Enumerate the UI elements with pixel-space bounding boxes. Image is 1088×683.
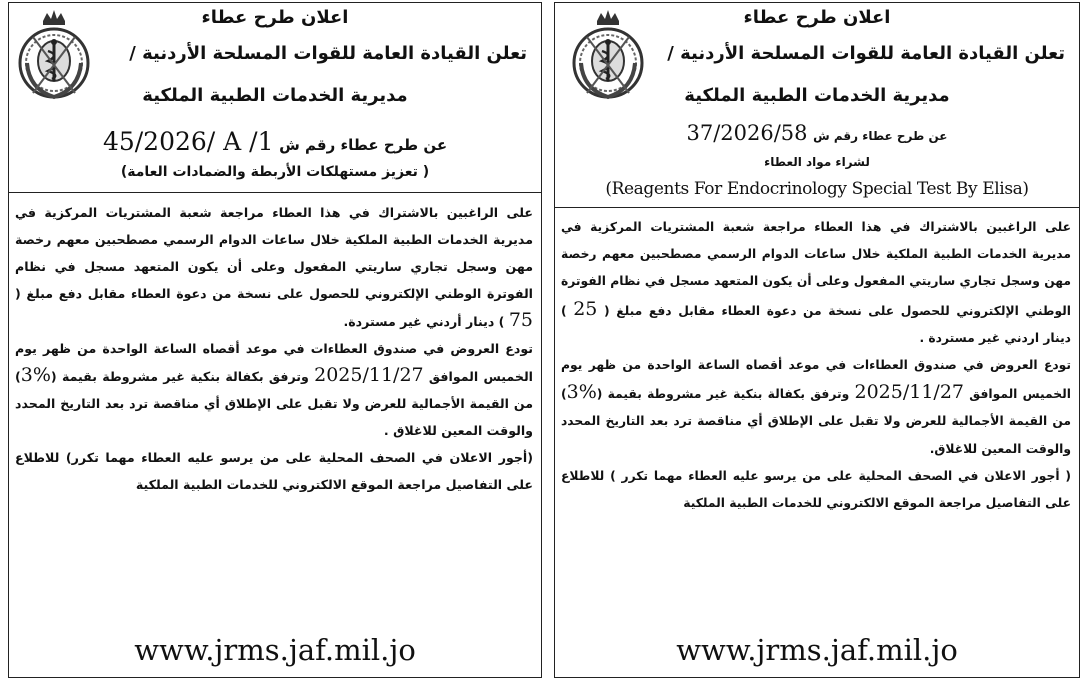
tender-number: 45/2026/ A /1 <box>102 127 274 156</box>
para2-text-c: ) من القيمة الأجمالية للعرض ولا تقبل على الإطلاق أي مناقصة ترد بعد التاريخ المحدد والوقت المعين للاغلاق. <box>561 387 1071 456</box>
para2-text-b: وترفق بكفالة بنكية غير مشروطة بقيمة ( <box>596 387 850 402</box>
para1-end-text: ) دينار اردني غير مستردة . <box>561 303 1071 345</box>
website-link[interactable]: www.jrms.jaf.mil.jo <box>134 633 416 667</box>
org-line-2: مديرية الخدمات الطبية الملكية <box>142 85 408 106</box>
website-link[interactable]: www.jrms.jaf.mil.jo <box>676 633 958 667</box>
tender-number: 37/2026/58 <box>686 121 808 145</box>
ad-title: اعلان طرح عطاء <box>201 7 349 28</box>
paragraph-3: ( أجور الاعلان في الصحف المحلية على من يرسو عليه العطاء مهما تكرر ) للاطلاع على التفاصيل مراجعة الموقع الالكتروني للخدمات الطبية الملكية <box>561 468 1071 511</box>
fee-amount: 25 <box>573 297 598 320</box>
paragraph-3: (أجور الاعلان في الصحف المحلية على من يرسو عليه العطاء مهما تكرر) للاطلاع على التفاصيل مراجعة الموقع الالكتروني للخدمات الطبية الملكية <box>15 450 533 492</box>
ad-header <box>9 3 541 123</box>
para2-text-a: تودع العروض في صندوق العطاءات في موعد أقصاه الساعة الواحدة من ظهر يوم الخميس الموافق <box>561 358 1071 402</box>
tender-subject: ( تعزيز مستهلكات الأربطة والضمادات العامة) <box>120 164 430 180</box>
ad-body <box>9 199 541 498</box>
fee-amount: 75 <box>508 309 533 331</box>
tender-ad-right <box>554 2 1080 678</box>
para1-text: على الراغبين بالاشتراك في هذا العطاء مراجعة شعبة المشتريات المركزية في مديرية الخدمات الطبية الملكية خلال ساعات الدوام الرسمي مصطحبين معهم رخصة مهن وسجل تجاري ساريتي المفعول وعلى أن يكون المتعهد مسجل في نظام الفوترة الوطني الإلكتروني للحصول على نسخة من دعوة العطاء مقابل دفع مبلغ ( <box>561 220 1072 318</box>
guarantee-percent: 3% <box>566 381 597 404</box>
paragraph-1 <box>561 214 1071 352</box>
divider <box>9 192 541 193</box>
ad-title: اعلان طرح عطاء <box>743 7 891 28</box>
ad-body <box>555 214 1079 517</box>
ad-header <box>555 3 1079 123</box>
closing-date: 2025/11/27 <box>854 381 965 404</box>
para1-text: على الراغبين بالاشتراك في هذا العطاء مراجعة شعبة المشتريات المركزية في مديرية الخدمات الطبية الملكية خلال ساعات الدوام الرسمي مصطحبين معهم رخصة مهن وسجل تجاري ساريتي المفعول وعلى أن يكون المتعهد مسجل في نظام الفوترة الوطني الإلكتروني للحصول على نسخة من دعوة العطاء مقابل دفع مبلغ ( <box>15 205 533 301</box>
tender-label: عن طرح عطاء رقم ش <box>813 129 948 143</box>
tender-label: عن طرح عطاء رقم ش <box>279 136 448 154</box>
para2-text-c: ) من القيمة الأجمالية للعرض ولا تقبل على الإطلاق أي مناقصة ترد بعد التاريخ المحدد والوقت المعين للاغلاق . <box>15 369 533 438</box>
divider <box>555 207 1079 208</box>
para1-end-text: ) دينار أردني غير مستردة. <box>343 314 505 329</box>
para2-text-a: تودع العروض في صندوق العطاءات في موعد أقصاه الساعة الواحدة من ظهر يوم الخميس الموافق <box>15 341 533 384</box>
closing-date: 2025/11/27 <box>314 364 424 386</box>
org-line-1: تعلن القيادة العامة للقوات المسلحة الأردنية / <box>129 43 527 64</box>
para2-text-b: وترفق بكفالة بنكية غير مشروطة بقيمة ( <box>50 369 309 384</box>
tender-number-line <box>9 127 541 156</box>
purchase-line: لشراء مواد العطاء <box>764 155 870 169</box>
tender-number-line <box>555 121 1079 145</box>
paragraph-2 <box>15 335 533 444</box>
paragraph-2 <box>561 352 1071 463</box>
paragraph-1 <box>15 199 533 335</box>
org-line-2: مديرية الخدمات الطبية الملكية <box>684 85 950 106</box>
tender-subject-english: (Reagents For Endocrinology Special Test By Elisa) <box>605 179 1029 199</box>
tender-ad-left <box>8 2 542 678</box>
guarantee-percent: 3% <box>20 364 51 386</box>
org-line-1: تعلن القيادة العامة للقوات المسلحة الأردنية / <box>667 43 1065 64</box>
